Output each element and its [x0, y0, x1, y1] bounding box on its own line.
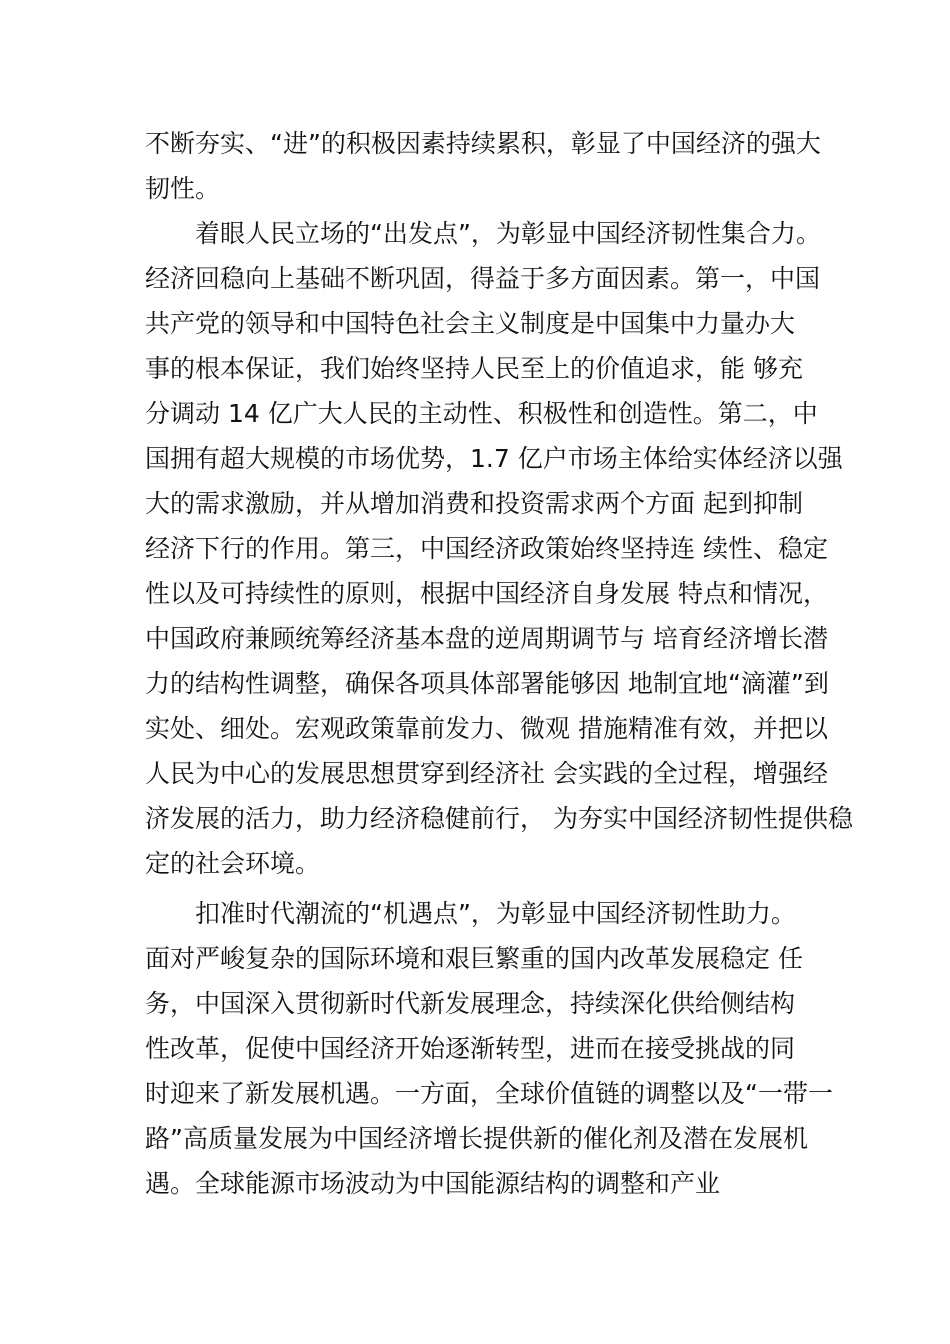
text-line-22: 时迎来了新发展机遇。一方面，全球价值链的调整以及“一带一: [145, 1079, 833, 1108]
text-line-10: 经济下行的作用。第三，中国经济政策始终坚持连 续性、稳定: [145, 534, 828, 563]
text-line-13: 力的结构性调整，确保各项具体部署能够因 地制宜地“滴灌”到: [145, 669, 829, 698]
text-line-12: 中国政府兼顾统筹经济基本盘的逆周期调节与 培育经济增长潜: [145, 624, 828, 653]
text-line-19: 面对严峻复杂的国际环境和艰巨繁重的国内改革发展稳定 任: [145, 944, 803, 973]
text-line-9: 大的需求激励，并从增加消费和投资需求两个方面 起到抑制: [145, 489, 803, 518]
text-line-15: 人民为中心的发展思想贯穿到经济社 会实践的全过程，增强经: [145, 759, 828, 788]
text-line-4: 经济回稳向上基础不断巩固，得益于多方面因素。第一，中国: [145, 264, 821, 293]
text-line-17: 定的社会环境。: [145, 849, 321, 878]
text-line-21: 性改革，促使中国经济开始逐渐转型，进而在接受挑战的同: [145, 1034, 796, 1063]
text-line-20: 务，中国深入贯彻新时代新发展理念，持续深化供给侧结构: [145, 989, 796, 1018]
text-line-8: 国拥有超大规模的市场优势，1.7 亿户市场主体给实体经济以强: [145, 444, 843, 473]
paragraph-heading-2: 扣准时代潮流的“机遇点”，为彰显中国经济韧性助力。: [195, 899, 796, 928]
text-line-24: 遇。全球能源市场波动为中国能源结构的调整和产业: [145, 1169, 721, 1198]
text-line-7: 分调动 14 亿广大人民的主动性、积极性和创造性。第二，中: [145, 399, 818, 428]
text-line-2: 韧性。: [145, 174, 221, 203]
text-line-14: 实处、细处。宏观政策靠前发力、微观 措施精准有效，并把以: [145, 714, 828, 743]
text-line-6: 事的根本保证，我们始终坚持人民至上的价值追求，能 够充: [145, 354, 803, 383]
text-line-23: 路”高质量发展为中国经济增长提供新的催化剂及潜在发展机: [145, 1124, 808, 1153]
text-line-5: 共产党的领导和中国特色社会主义制度是中国集中力量办大: [145, 309, 796, 338]
text-line-1: 不断夯实、“进”的积极因素持续累积，彰显了中国经济的强大: [145, 129, 821, 158]
text-line-11: 性以及可持续性的原则，根据中国经济自身发展 特点和情况，: [145, 579, 828, 608]
text-line-16: 济发展的活力，助力经济稳健前行， 为夯实中国经济韧性提供稳: [145, 804, 853, 833]
paragraph-heading-1: 着眼人民立场的“出发点”，为彰显中国经济韧性集合力。: [195, 219, 821, 248]
